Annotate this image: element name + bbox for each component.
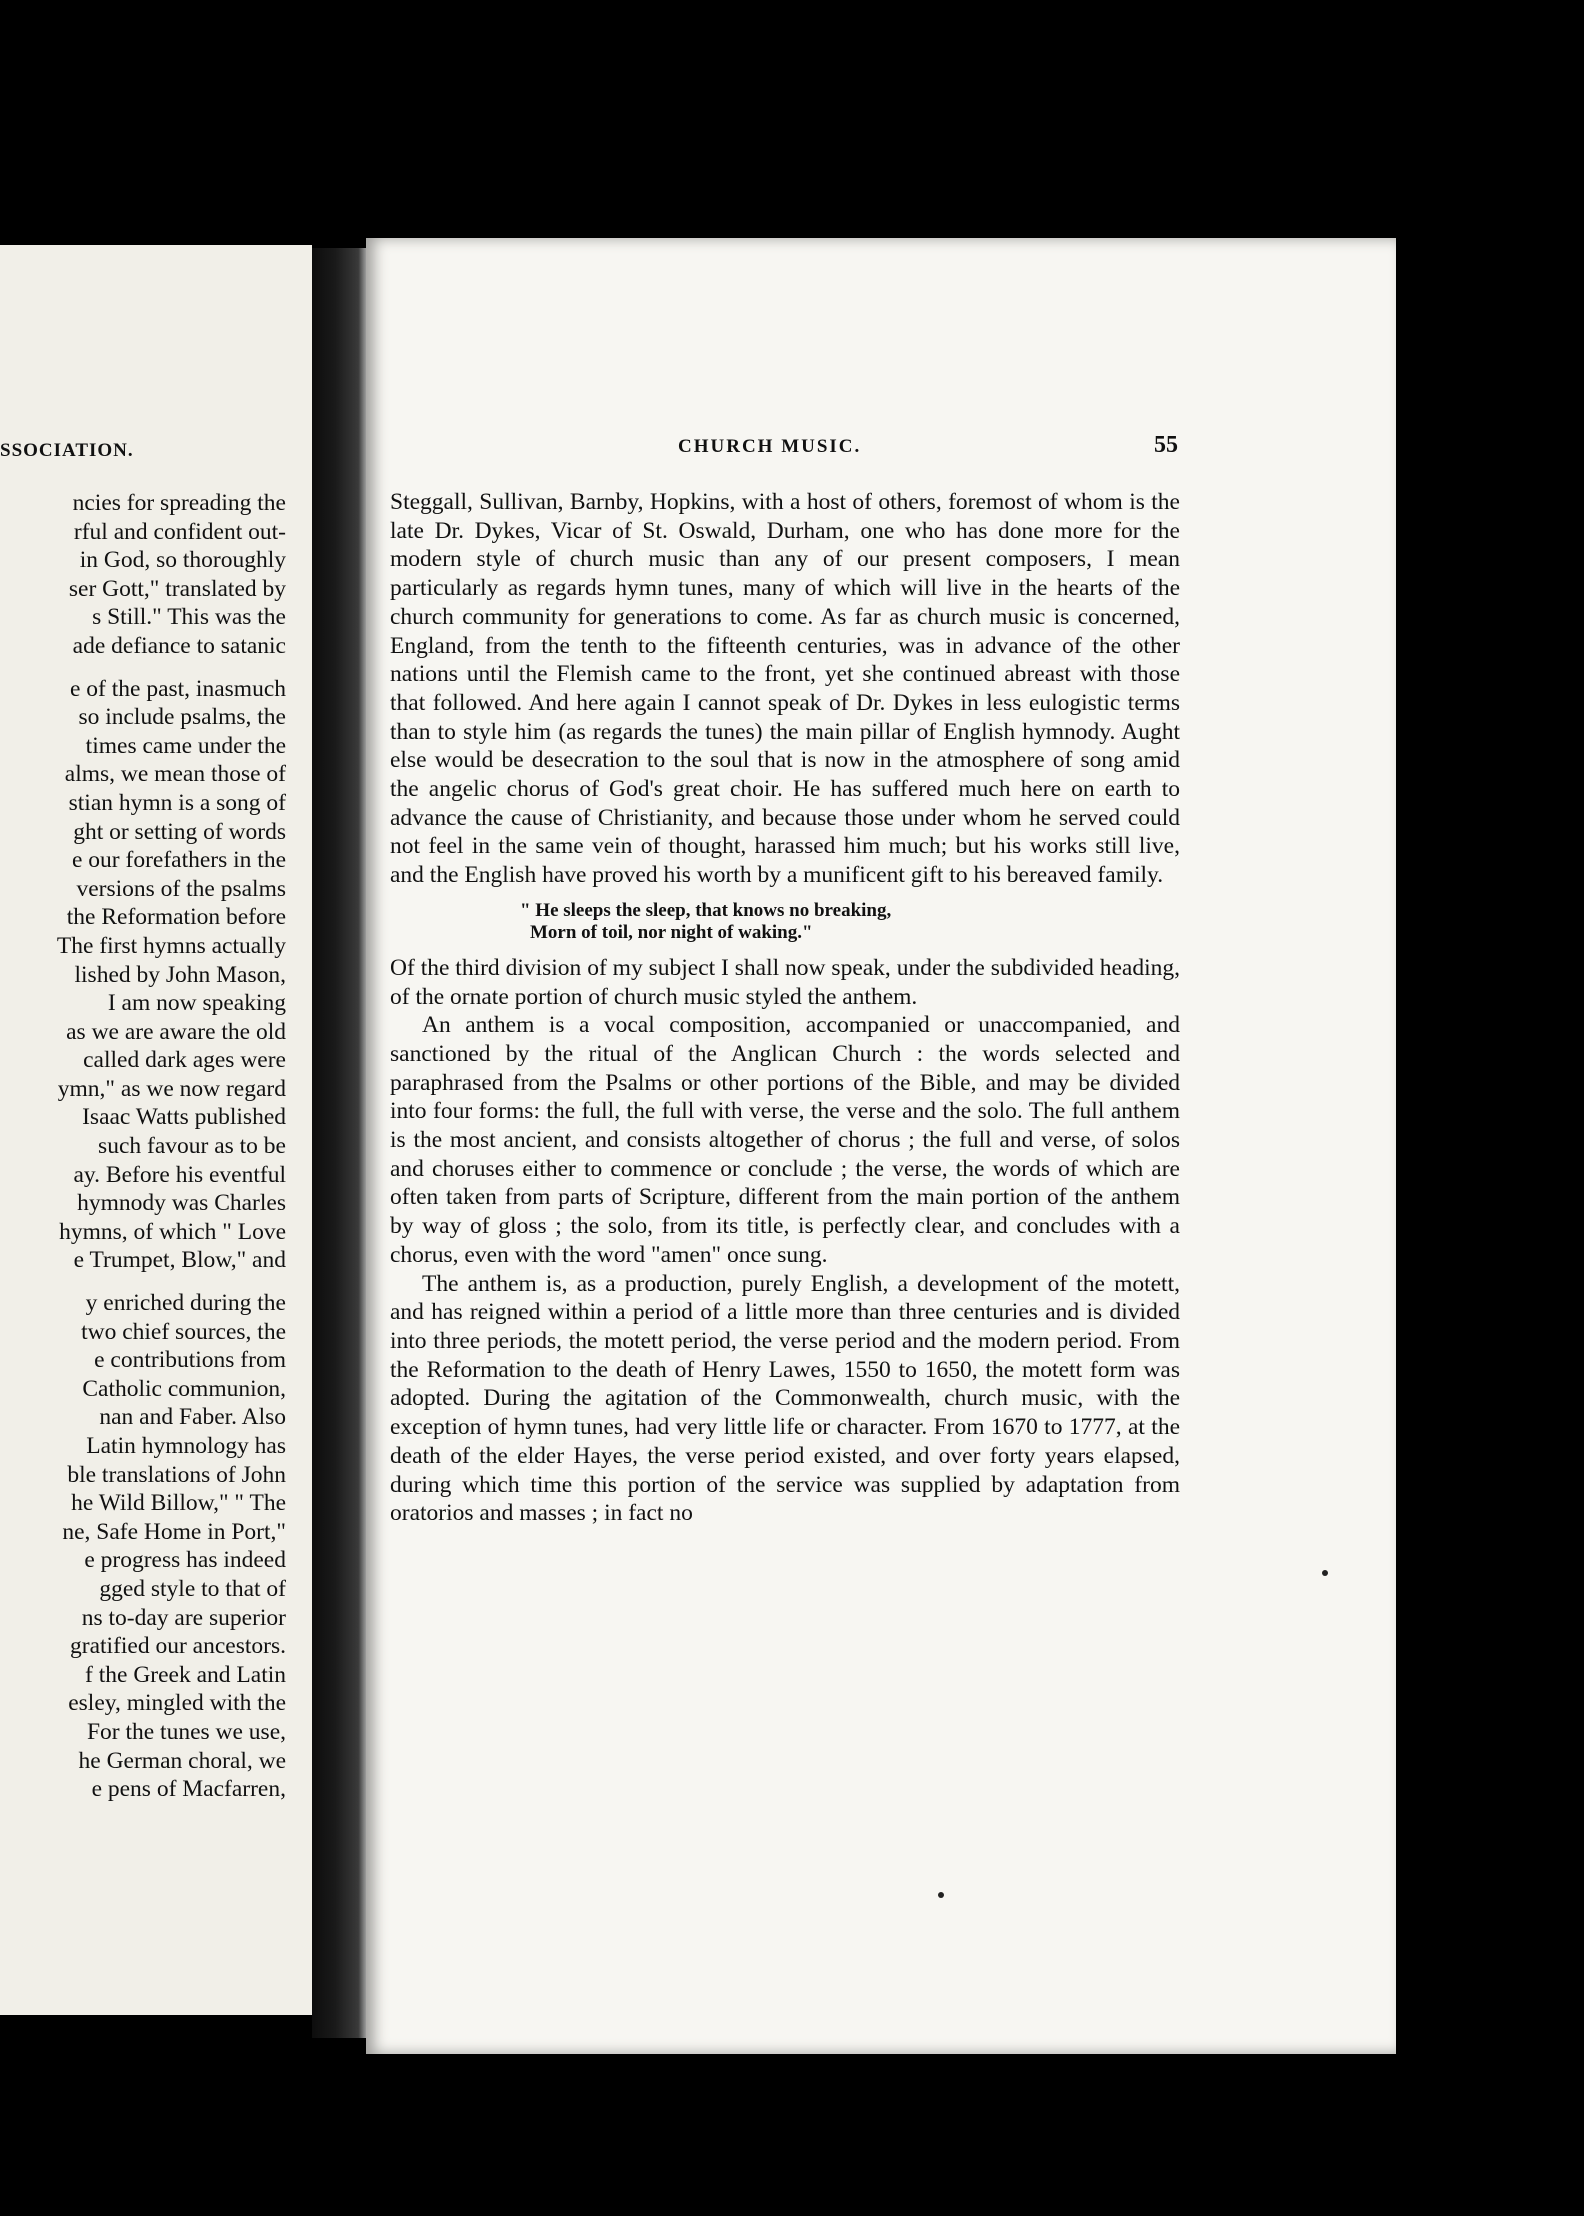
- right-page: [366, 238, 1396, 2054]
- left-line: alms, we mean those of: [64, 761, 286, 788]
- left-line: y enriched during the: [85, 1290, 286, 1317]
- left-line: Latin hymnology has: [86, 1433, 286, 1459]
- left-running-head: SSOCIATION.: [0, 440, 134, 461]
- left-line: e of the past, inasmuch: [69, 675, 286, 702]
- left-line: s Still." This was the: [92, 604, 286, 631]
- left-line: nan and Faber. Also: [99, 1404, 286, 1431]
- book-gutter: [312, 248, 370, 2038]
- left-line: esley, mingled with the: [68, 1690, 286, 1717]
- left-line: lished by John Mason,: [74, 961, 286, 988]
- quote-line: " He sleeps the sleep, that knows no breaking,: [520, 899, 892, 921]
- left-line: stian hymn is a song of: [68, 789, 286, 816]
- left-line: ne, Safe Home in Port,": [62, 1518, 286, 1545]
- left-line: in God, so thoroughly: [79, 547, 286, 574]
- left-line: ns to-day are superior: [81, 1604, 286, 1631]
- left-line: e progress has indeed: [84, 1547, 286, 1574]
- left-line: ser Gott," translated by: [68, 575, 286, 602]
- left-line: gged style to that of: [99, 1575, 286, 1602]
- left-line: hymnody was Charles: [77, 1190, 286, 1217]
- left-line: as we are aware the old: [66, 1018, 286, 1045]
- paragraph-gap: [0, 1275, 286, 1289]
- left-line: e contributions from: [94, 1347, 286, 1374]
- left-line: called dark ages were: [83, 1047, 286, 1074]
- left-line: versions of the psalms: [76, 875, 286, 902]
- running-head-title: CHURCH MUSIC.: [678, 436, 862, 457]
- left-line: ght or setting of words: [73, 818, 286, 845]
- paragraph: Of the third division of my subject I shall now speak, under the subdivided heading, of the ornate portion of church music styled the anthem.: [390, 954, 1180, 1010]
- left-line: ade defiance to satanic: [72, 632, 286, 659]
- left-page-text: [0, 489, 286, 1804]
- left-line: e pens of Macfarren,: [91, 1776, 286, 1803]
- scan-speck: [938, 1892, 944, 1898]
- left-line: he German choral, we: [78, 1747, 286, 1774]
- left-line: f the Greek and Latin: [85, 1661, 286, 1688]
- left-line: ble translations of John: [67, 1461, 286, 1488]
- left-line: I am now speaking: [107, 990, 286, 1017]
- left-line: Catholic communion,: [82, 1375, 286, 1402]
- left-page: [0, 245, 312, 2015]
- left-line: so include psalms, the: [78, 704, 286, 731]
- left-line: two chief sources, the: [81, 1318, 286, 1345]
- left-line: For the tunes we use,: [86, 1718, 286, 1745]
- left-line: hymns, of which " Love: [59, 1218, 286, 1245]
- paragraph: Steggall, Sullivan, Barnby, Hopkins, with a host of others, foremost of whom is the late Dr. Dykes, Vicar of St. Oswald, Durham, one who has done more for the modern style of church music than any of our present composers, I mean particularly as regards hymn tunes, many of which will live in the hearts of the church community for generations to come. As far as church music is concerned, England, from the tenth to the fifteenth centuries, was in advance of the other nations until the Flemish came to the front, yet she continued abreast with those that followed. And here again I cannot speak of Dr. Dykes in less eulogistic terms than to style him (as regards the tunes) the main pillar of English hymnody. Aught else would be desecration to the soul that is now in the atmosphere of song amid the angelic chorus of God's great choir. He has suffered much here on earth to advance the cause of Christianity, and because those under whom he served could not feel in the same vein of thought, harassed him much; but his works still live, and the English have proved his worth by a munificent gift to his bereaved family.: [390, 489, 1180, 889]
- left-line: gratified our ancestors.: [70, 1633, 286, 1660]
- paragraph: The anthem is, as a production, purely English, a development of the motett, and has reigned within a period of a little more than three centuries and is divided into three periods, the motett period, the verse period and the modern period. From the Reformation to the death of Henry Lawes, 1550 to 1650, the motett form was adopted. During the agitation of the Commonwealth, church music, with the exception of hymn tunes, had very little life or character. From 1670 to 1777, at the death of the elder Hayes, the verse period existed, and over forty years elapsed, during which time this portion of the service was supplied by adaptation from oratorios and masses ; in fact no: [390, 1270, 1180, 1527]
- left-line: the Reformation before: [66, 904, 286, 931]
- page-number: 55: [1154, 432, 1178, 458]
- body-text: [390, 488, 1180, 1528]
- paragraph: An anthem is a vocal composition, accompanied or unaccompanied, and sanctioned by the ritual of the Anglican Church : the words selected and paraphrased from the Psalms or other portions of the Bible, and may be divided into four forms: the full, the full with verse, the verse and the solo. The full anthem is the most ancient, and consists altogether of chorus ; the full and verse, of solos and choruses either to commence or conclude ; the verse, the words of which are often taken from parts of Scripture, different from the main portion of the anthem by way of gloss ; the solo, from its title, is perfectly clear, and concludes with a chorus, even with the word "amen" once sung.: [390, 1012, 1180, 1268]
- paragraph-gap: [0, 661, 286, 675]
- left-line: ay. Before his eventful: [73, 1161, 286, 1188]
- left-line: such favour as to be: [98, 1133, 286, 1160]
- left-line: The first hymns actually: [56, 932, 286, 959]
- quote-line: Morn of toil, nor night of waking.": [530, 921, 813, 943]
- left-line: e Trumpet, Blow," and: [73, 1247, 286, 1274]
- scan-speck: [1322, 1570, 1328, 1576]
- verse-quote: [520, 900, 1180, 944]
- left-line: rful and confident out-: [73, 518, 286, 545]
- left-line: Isaac Watts published: [82, 1104, 286, 1131]
- left-line: e our forefathers in the: [71, 847, 286, 874]
- left-line: ncies for spreading the: [72, 490, 286, 516]
- left-line: he Wild Billow," " The: [71, 1490, 286, 1517]
- left-line: ymn," as we now regard: [57, 1075, 286, 1102]
- left-line: times came under the: [85, 732, 286, 759]
